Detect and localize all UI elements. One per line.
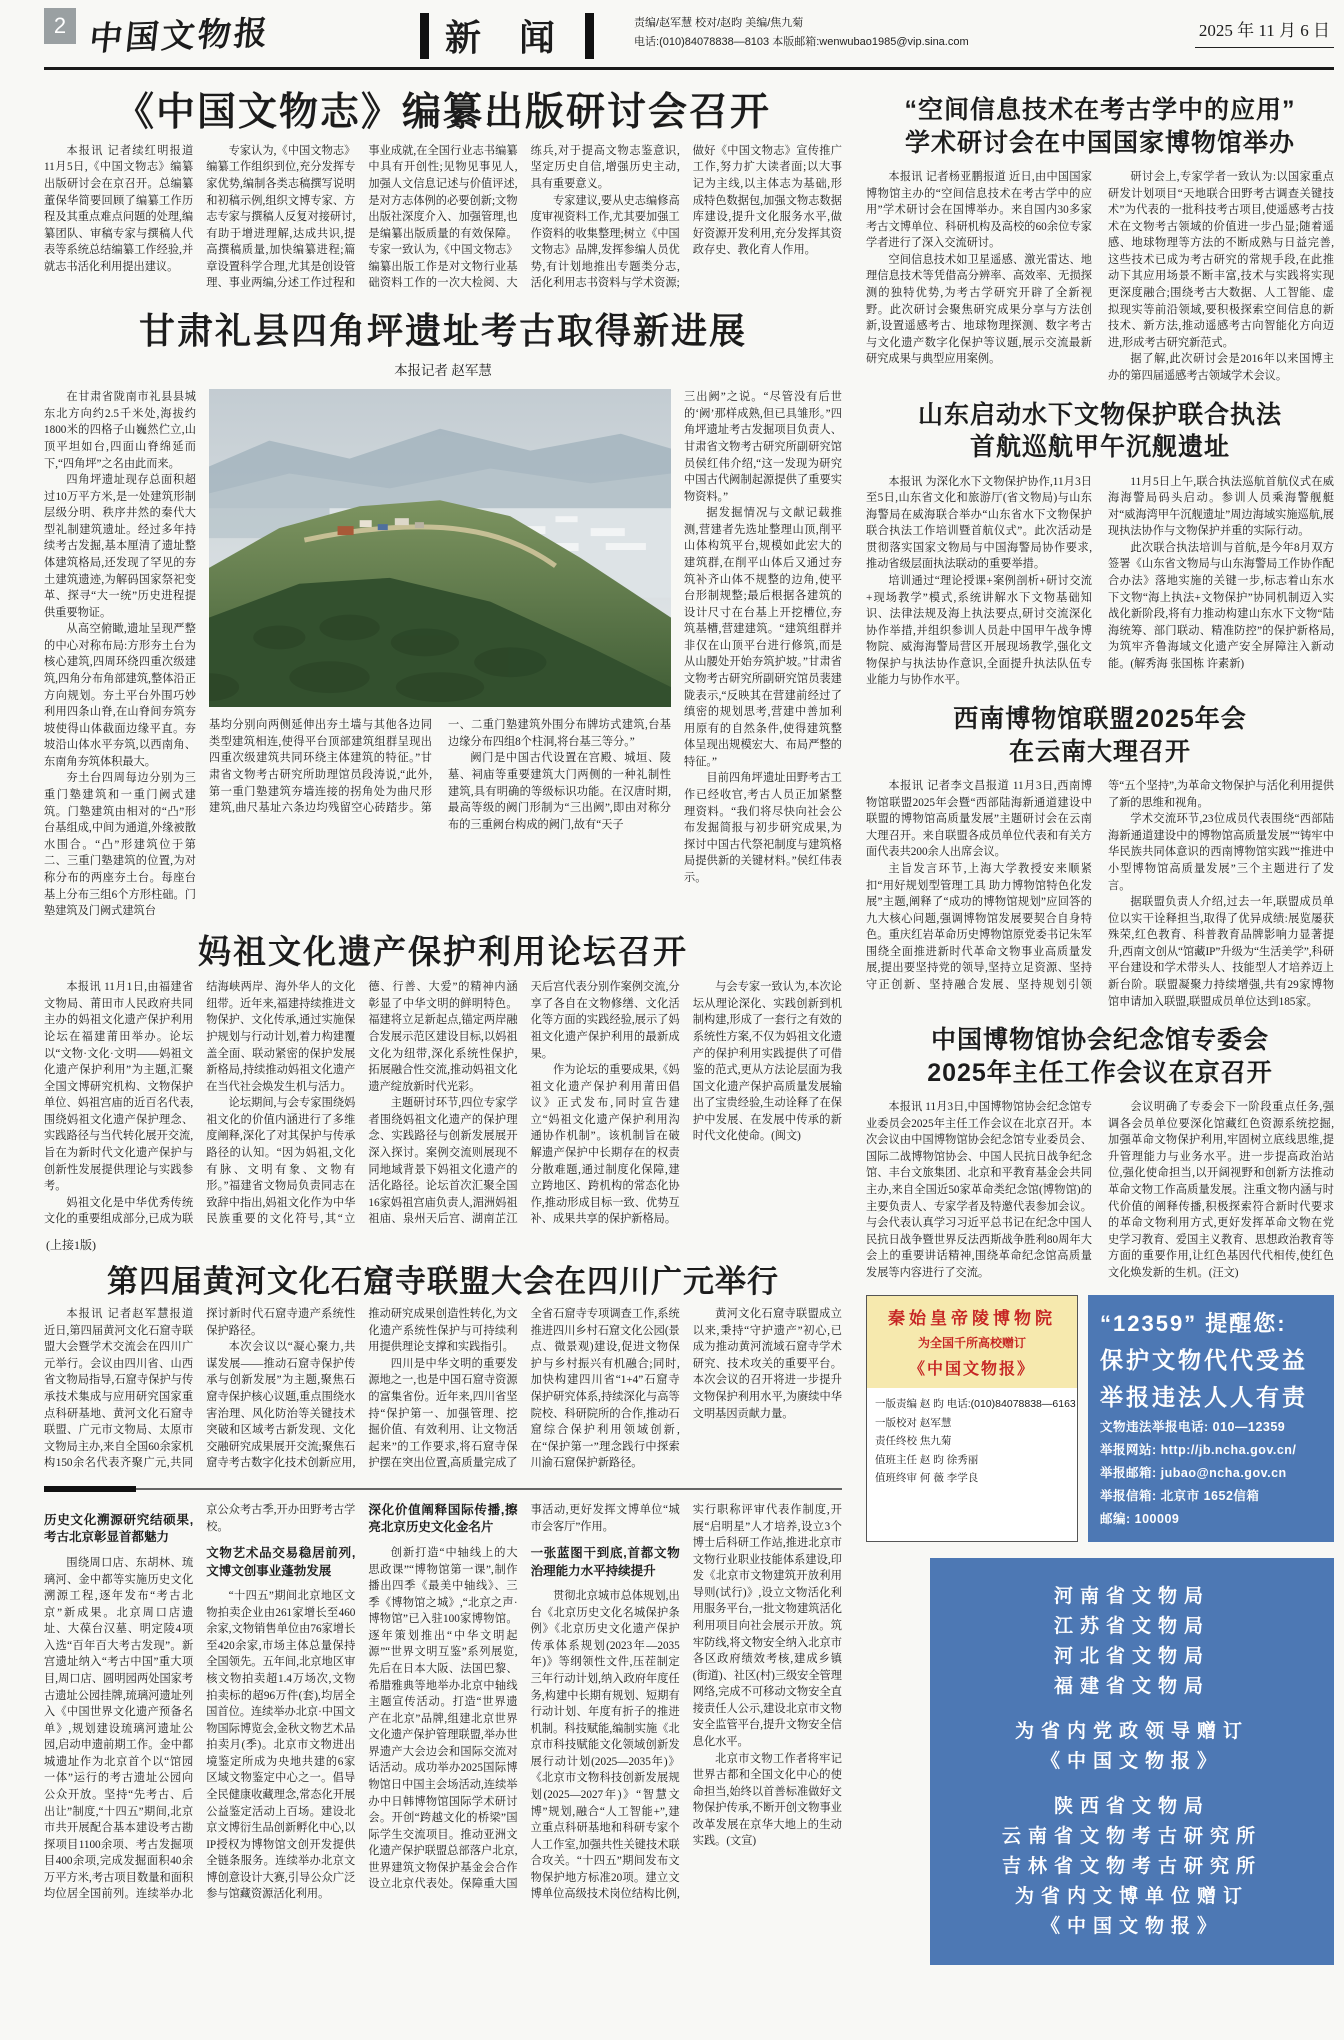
jinianguan-headline-line2: 2025年主任工作会议在京召开 bbox=[927, 1058, 1273, 1087]
article-xinan bbox=[866, 703, 1334, 1010]
section-bar-right bbox=[585, 13, 594, 59]
staff-list: 一版责编 赵 昀 电话:(010)84078838—6163 一版校对 赵军慧 责任终校 焦九菊 值班主任 赵 昀 徐秀丽 值班终审 何 薇 李学良 bbox=[875, 1398, 1076, 1484]
continuation-section bbox=[44, 1502, 842, 1903]
article-wenwuzhi-body: 本报讯 记者续红明报道 11月5日,《中国文物志》编纂出版研讨会在京召开。总编纂董保华简要回顾了编纂工作历程及其重点难点问题的处理,编纂团队、审稿专家与撰稿人代表等系统总结编纂工作经验,并就志书活化利用提出建议。 专家认为,《中国文物志》编纂工作组织到位,充分发挥专家优势,编制各类志稿撰写说明和初稿示例,组织文博专家、方志专家与撰稿人反复对接研讨,有助于增进理解,达成共识,提高撰稿质量,加快编纂进程;篇章设置科学合理,尤其是创设管理、事业两编,分述工作过程和事业成就,在全国行业志书编纂中具有开创性;见物见事见人,加强人文信息记述与价值评述,是对方志体例的必要创新;文物出版社深度介入、加强管理,也是编纂出版质量的有效保障。专家一致认为,《中国文物志》编纂出版工作是对文物行业基础资料工作的一次大检阅、大练兵,对于提高文物志鉴意识,坚定历史自信,增强历史主动,具有重要意义。 专家建议,要从史志编修高度审视资料工作,尤其要加强工作资料的收集整理;树立《中国文物志》品牌,发挥参编人员优势,有计划地推出专题类分志,活化利用志书资料与学术资源;做好《中国文物志》宣传推广工作,努力扩大读者面;以大事记为主线,以主体志为基础,形成特色数据包,加强文物志数据库建设,提升文化服务水平,做好资源开发利用,充分发挥其资政存史、教化育人作用。 bbox=[44, 144, 842, 290]
continued-from-page1-marker: (上接1版) bbox=[46, 1237, 96, 1252]
credits-editors: 责编/赵军慧 校对/赵昀 美编/焦九菊 bbox=[634, 17, 804, 29]
qin-ad-dedication: 为全国千所高校赠订 bbox=[917, 1336, 1026, 1351]
qinshihuang-subscription-ad bbox=[866, 1295, 1078, 1542]
aerial-photo-illustration bbox=[209, 389, 671, 707]
article-kongjian-body: 本报讯 记者杨亚鹏报道 近日,由中国国家博物馆主办的“空间信息技术在考古学中的应用”学术研讨会在国博举办。来自国内30多家考古文博单位、科研机构及高校的60余位专家学者进行了深入交流研讨。 空间信息技术如卫星遥感、激光雷达、地理信息技术等凭借高分辨率、高效率、无损探测的独特优势,为考古学研究开辟了全新视野。此次研讨会聚焦研究成果分享与方法创新,设置遥感考古、地球物理探测、数字考古与文化遗产数字化保护等议题,展示交流最新研究成果与典型应用案例。 研讨会上,专家学者一致认为:以国家重点研发计划项目“天地联合田野考古调查关键技术”为代表的一批科技考古项目,使遥感考古技术在文物考古领域的价值进一步凸显;随着遥感、地球物理等方法的不断成熟与日益完善,这些技术已成为考古研究的常规手段,在此推动下其应用场景不断丰富,技术与实践将实现更深度融合;围绕考古大数据、人工智能、虚拟现实等前沿领域,要积极探索空间信息的新技术、新方法,推动遥感考古向智能化方向迈进,形成考古研究新范式。 据了解,此次研讨会是2016年以来国博主办的第四届遥感考古领域学术会议。 bbox=[866, 171, 1334, 382]
article-jinianguan-body: 本报讯 11月3日,中国博物馆协会纪念馆专业委员会2025年主任工作会议在北京召开。本次会议由中国博物馆协会纪念馆专业委员会、国际二战博物馆协会、中国人民抗日战争纪念馆、丰台文旅集团、北京和平教育基金会共同主办,来自全国近50家革命类纪念馆(博物馆)的主要负责人、专家学者及特邀代表参加会议。与会代表认真学习习近平总书记在纪念中国人民抗日战争暨世界反法西斯战争胜利80周年大会上的重要讲话精神,围绕革命纪念馆高质量发展等内容进行了交流。 会议明确了专委会下一阶段重点任务,强调各会员单位要深化馆藏红色资源系统挖掘,加强革命文物保护利用,牢固树立底线思维,提升管理能力与业务水平。进一步提高政治站位,强化使命担当,以开阔视野和创新方法推动革命文物工作高质量发展。注重文物内涵与时代价值的阐释传播,积极探索符合新时代要求的革命文物利用方式,更好发挥革命文物在党史学习教育、爱国主义教育、思想政治教育等方面的重要作用,让红色基因代代相传,使红色文化焕发新的生机。(汪文) bbox=[866, 1101, 1334, 1279]
advertisement-row bbox=[866, 1295, 1334, 1542]
continuation-body: 历史文化溯源研究结硕果,考古北京彰显首都魅力 围绕周口店、东胡林、琉璃河、金中都等实施历史文化溯源工程,逐年发布“考古北京”新成果。北京周口店遗址、大葆台汉墓、明定陵4项入选“百年百大考古发现”。新宫遗址纳入“考古中国”重大项目,周口店、圆明园两处国家考古遗址公园挂牌,琉璃河遗址列入《中国世界文化遗产预备名单》,规划建设琉璃河遗址公园,启动申遗前期工作。金中都城遗址作为北京首个以“馆园一体”运行的考古遗址公园向公众开放。坚持“先考古、后出让”制度,“十四五”期间,北京市共开展配合基本建设考古勘探项目1100余项、考古发掘项目400余项,完成发掘面积40余万平方米,考古项目数量和面积均位居全国前列。连续举办北京公众考古季,开办田野考古学校。 文物艺术品交易稳居前列,文博文创事业蓬勃发展 “十四五”期间北京地区文物拍卖企业由261家增长至460余家,文物销售单位由76家增长至420余家,市场主体总量保持全国领先。五年间,北京地区审核文物拍卖超1.4万场次,文物拍卖标的超96万件(套),均居全国首位。连续举办北京·中国文物国际博览会,金秋文物艺术品拍卖月(季)。北京市文物进出境鉴定所成为央地共建的6家区域文物鉴定中心之一。倡导全民健康收藏理念,常态化开展公益鉴定活动上百场。建设北京文博衍生品创新孵化中心,以IP授权为博物馆文创开发提供全链条服务。连续举办北京文博创意设计大赛,引导公众广泛参与馆藏资源活化利用。 深化价值阐释国际传播,擦亮北京历史文化金名片 创新打造“中轴线上的大思政课”“博物馆第一课”,制作播出四季《最美中轴线》、三季《博物馆之城》,“北京之声·博物馆”已入驻100家博物馆。逐年策划推出“中华文明起源”“世界文明互鉴”系列展览,先后在日本大阪、法国巴黎、希腊雅典等地举办北京中轴线主题宣传活动。打造“世界遗产在北京”品牌,组建北京世界文化遗产保护管理联盟,举办世界遗产大会边会和国际交流对话活动。成功举办2025国际博物馆日中国主会场活动,连续举办中日韩博物馆国际学术研讨会。开创“跨越文化的桥梁”国际学生交流项目。推动亚洲文化遗产保护联盟总部落户北京,世界建筑文物保护基金会合作设立北京代表处。保障重大国事活动,更好发挥文博单位“城市会客厅”作用。 一张蓝图干到底,首都文物治理能力水平持续提升 贯彻北京城市总体规划,出台《北京历史文化名城保护条例》《北京历史文化遗产保护传承体系规划(2023年—2035年)》等纲领性文件,压茬制定三年行动计划,纳入政府年度任务,构建中长期有规划、短期有行动计划、年度有折子的推进机制。科技赋能,编制实施《北京市科技赋能文化领域创新发展行动计划(2025—2035年)》《北京市文物科技创新发展规划(2025—2027年)》“智慧文博”规划,融合“人工智能+”,建立重点科研基地和科研专家个人工作室,加强共性关键技术联合攻关。“十四五”期间发布文物保护地方标准20项。建立文博单位高级技术岗位结构比例,实行职称评审代表作制度,开展“启明星”人才培养,设立3个博士后科研工作站,推进北京市文物行业职业技能体系建设,印发《北京市文物建筑开放利用导则(试行)》,设立文物活化利用服务平台,一批文物建筑活化利用项目向社会展示开放。筑牢防线,将文物安全纳入北京市各区政府绩效考核,建成乡镇(街道)、社区(村)三级安全管理网络,完成不可移动文物安全直接责任人公示,建设北京市文物安全监管平台,提升文物安全信息化水平。 北京市文物工作者将牢记世界古都和全国文化中心的使命担当,始终以首善标准做好文物保护传承,不断开创文物事业改革发展在京华大地上的生动实践。(文宣) bbox=[44, 1502, 842, 1901]
credits-contact: 电话:(010)84078838—8103 本版邮箱:wenwubao1985@vip.sina.com bbox=[634, 35, 969, 48]
shandong-headline-line1: 山东启动水下文物保护联合执法 bbox=[917, 400, 1282, 429]
article-wenwuzhi-headline: 《中国文物志》编纂出版研讨会召开 bbox=[114, 91, 771, 134]
divider-thin-rule bbox=[136, 1488, 842, 1490]
article-xinan-body: 本报讯 记者李文昌报道 11月3日,西南博物馆联盟2025年会暨“西部陆海新通道建设中联盟的博物馆高质量发展”主题研讨会在云南大理召开。来自联盟各成员单位代表和有关方面代表共200余人出席会议。 主旨发言环节,上海大学教授安来顺紧扣“用好规划型管理工具 助力博物馆特色化发展”主题,阐释了“成功的博物馆规划”应回答的九大核心问题,强调博物馆发展要契合自身特色。重庆红岩革命历史博物馆原党委书记朱军围绕全面推进新时代革命文物事业高质量发展,提出要坚持党的领导,坚持立足资源、坚持守正创新、坚持融合发展、坚持规划引领等“五个坚持”,为革命文物保护与活化利用提供了新的思维和视角。 学术交流环节,23位成员代表围绕“西部陆海新通道建设中的博物馆高质量发展”“铸牢中华民族共同体意识的西南博物馆实践”“推进中小型博物馆高质量发展”三个主题进行了发言。 据联盟负责人介绍,过去一年,联盟成员单位以实干诠释担当,取得了优异成绩:展览屡获殊荣,红色教育、科普教育品牌影响力显著提升,西南文创从“馆藏IP”升级为“生活美学”,科研平台建设和学术带头人、技能型人才培养迈上新台阶。联盟凝聚力持续增强,共有29家博物馆申请加入联盟,联盟成员单位达到185家。 bbox=[866, 780, 1334, 1008]
jinianguan-headline-line1: 中国博物馆协会纪念馆专委会 bbox=[930, 1026, 1269, 1055]
xinan-headline-line2: 在云南大理召开 bbox=[1008, 737, 1191, 766]
aerial-site-photo bbox=[209, 389, 671, 707]
report-hotline-notice bbox=[1088, 1295, 1334, 1542]
article-huanghe bbox=[44, 1263, 842, 1472]
article-shandong bbox=[866, 399, 1334, 690]
article-mazu bbox=[44, 934, 842, 1228]
article-mazu-body: 本报讯 11月1日,由福建省文物局、莆田市人民政府共同主办的妈祖文化遗产保护利用论坛在福建莆田举办。论坛以“文物·文化·文明——妈祖文化遗产保护利用”为主题,汇聚全国文博研究机构、文物保护单位、妈祖宫庙的近百名代表,围绕妈祖文化遗产保护理念、实践路径与当代转化展开交流,旨在为新时代文化遗产保护与创新性发展提供理论与实践参考。 妈祖文化是中华优秀传统文化的重要组成部分,已成为联结海峡两岸、海外华人的文化纽带。近年来,福建持续推进文物保护、文化传承,通过实施保护规划与行动计划,着力构建覆盖全面、联动紧密的保护发展新格局,持续推动妈祖文化遗产在当代社会焕发生机与活力。 论坛期间,与会专家围绕妈祖文化的价值内涵进行了多维度阐释,深化了对其保护与传承路径的认知。“因为妈祖,文化有脉、文明有象、文物有形。”福建省文物局负责同志在致辞中指出,妈祖文化作为中华民族重要的文化符号,其“立德、行善、大爱”的精神内涵彰显了中华文明的鲜明特色。福建将立足新起点,锚定两岸融合发展示范区建设目标,以妈祖文化为纽带,深化系统性保护,拓展融合性交流,推动妈祖文化遗产绽放新时代光彩。 主题研讨环节,四位专家学者围绕妈祖文化遗产的保护理念、实践路径与创新发展展开深入探讨。案例交流则展现不同地域背景下妈祖文化遗产的活化路径。论坛首次汇聚全国16家妈祖宫庙负责人,湄洲妈祖祖庙、泉州天后宫、湖南芷江天后宫代表分别作案例交流,分享了各自在文物修缮、文化活化等方面的实践经验,展示了妈祖文化遗产保护利用的最新成果。 作为论坛的重要成果,《妈祖文化遗产保护利用莆田倡议》正式发布,同时宣告建立“妈祖文化遗产保护利用沟通协作机制”。该机制旨在破解遗产保护中长期存在的权责分散难题,通过制度化保障,建立跨地区、跨机构的常态化协作,推动形成目标一致、优势互补、成果共享的保护新格局。 与会专家一致认为,本次论坛从理论深化、实践创新到机制构建,形成了一套行之有效的系统性方案,不仅为妈祖文化遗产的保护利用实践提供了可借鉴的范式,更从方法论层面为我国文化遗产保护高质量发展输出了宝贵经验,生动诠释了在保护中发展、在发展中传承的新时代文化使命。(闽文) bbox=[44, 981, 842, 1226]
article-mazu-headline: 妈祖文化遗产保护利用论坛召开 bbox=[198, 934, 688, 971]
article-shandong-body: 本报讯 为深化水下文物保护协作,11月3日至5日,山东省文化和旅游厅(省文物局)与山东海警局在威海联合举办“山东省水下文物保护联合执法工作培训暨首航仪式”。此次活动是贯彻落实国家文物局与中国海警局协作要求,推动省级层面执法联动的重要举措。 培训通过“理论授课+案例剖析+研讨交流+现场教学”模式,系统讲解水下文物基础知识、法律法规及海上执法要点,研讨交流深化协作举措,并组织参训人员赴中国甲午战争博物院、威海海警局营区开展现场教学,强化文物保护与执法协作意识,全面提升执法队伍专业能力与协作水平。 11月5日上午,联合执法巡航首航仪式在威海海警局码头启动。参训人员乘海警舰艇对“威海湾甲午沉舰遗址”周边海域实施巡航,展现执法协作与文物保护并重的实际行动。 此次联合执法培训与首航,是今年8月双方签署《山东省文物局与山东海警局工作协作配合办法》落地实施的关键一步,标志着山东水下文物“海上执法+文物保护”协同机制迈入实战化新阶段,将有力推动构建山东水下文物“陆海统筹、部门联动、精准防控”的保护新格局,为筑牢齐鲁海域文化遗产安全屏障注入新动能。(解秀海 张国栋 许素新) bbox=[866, 475, 1334, 687]
page-body bbox=[44, 80, 1334, 1965]
kongjian-headline-line1: “空间信息技术在考古学中的应用” bbox=[904, 96, 1296, 124]
shandong-headline-line2: 首航巡航甲午沉舰遗址 bbox=[969, 433, 1230, 462]
hotline-slogan2: 举报违法人人有责 bbox=[1100, 1384, 1308, 1411]
qin-ad-institution: 秦始皇帝陵博物院 bbox=[888, 1309, 1056, 1329]
article-jinianguan bbox=[866, 1024, 1334, 1281]
article-sijiaoping bbox=[44, 310, 842, 920]
right-zone bbox=[866, 80, 1334, 1965]
article-jinianguan-headline bbox=[866, 1024, 1334, 1089]
sijiaoping-right-column: 三出阙”之说。“尽管没有后世的‘阙’那样成熟,但已具雏形。”四角坪遗址考古发掘项目负责人、甘肃省文物考古研究所副研究馆员侯红伟介绍,“这一发现为研究中国古代阙制起源提供了重要实物资料。” 据发掘情况与文献记载推测,营建者先选址整理山顶,削平山体构筑平台,规模如此宏大的建筑群,在削平山体后又通过夯筑补齐山体不规整的边角,使平台形制规整;最后根据各建筑的设计尺寸在台基上开挖槽位,夯筑基槽,营建建筑。“建筑组群并非仅在山顶平台进行修筑,而是从山腰处开始夯筑护坡。”甘肃省文物考古研究所副研究馆员裴建陇表示,“反映其在营建前经过了缜密的规划思考,营建中善加利用原有的自然条件,使得建筑整体呈现出规模宏大、布局严整的特征。” 目前四角坪遗址田野考古工作已经收官,考古人员正加紧整理资料。“我们将尽快向社会公布发掘简报与初步研究成果,为探讨中国古代祭祀制度与建筑格局提供新的关键材料。”侯红伟表示。 bbox=[684, 391, 842, 884]
left-zone bbox=[44, 80, 842, 1965]
provincial-bureaus-subscription-ad: 河南省文物局 江苏省文物局 河北省文物局 福建省文物局 为省内党政领导赠订 《中国文物报》 陕西省文物局 云南省文物考古研究所 吉林省文物考古研究所 为省内文博单位赠订 《中国文物报》 bbox=[930, 1558, 1334, 1965]
sijiaoping-below-photo: 基均分别向两侧延伸出夯土墙与其他各边同类型建筑相连,使得平台顶部建筑组群呈现出四重次级建筑共同环绕主体建筑的特征。”甘肃省文物考古研究所助理馆员段涛说,“此外,第一重门塾建筑夯墙连接的拐角处为曲尺形建筑,曲尺基址六条边均残留空心砖踏步。第一、二重门塾建筑外围分布牌坊式建筑,台基边缘分布四组8个柱洞,将台基三等分。” 阙门是中国古代设置在宫殿、城垣、陵墓、祠庙等重要建筑大门两侧的一种礼制性建筑,具有明确的等级标识功能。在汉唐时期,最高等级的阙门形制为“三出阙”,即由对称分布的三重阙台构成的阙门,故有“天子 bbox=[209, 719, 671, 831]
article-kongjian bbox=[866, 94, 1334, 385]
divider-thick-bar bbox=[44, 1486, 136, 1492]
section-title: 新 闻 bbox=[445, 17, 570, 58]
article-huanghe-headline: 第四届黄河文化石窟寺联盟大会在四川广元举行 bbox=[107, 1263, 779, 1299]
kongjian-headline-line2: 学术研讨会在中国国家博物馆举办 bbox=[904, 128, 1295, 157]
masthead-title: 中国文物报 bbox=[87, 15, 272, 59]
section-banner bbox=[420, 10, 594, 61]
sijiaoping-left-column: 在甘肃省陇南市礼县县城东北方向约2.5千米处,海拔约1800米的四格子山巍然伫立,山顶平坦如台,四面山脊绵延而下,“四角坪”之名由此而来。 四角坪遗址现存总面积超过10万平方米,是一处建筑形制层级分明、秩序井然的秦代大型礼制建筑遗址。经过多年持续考古发掘,基本厘清了遗址整体建筑格局,还发现了罕见的夯土建筑遗迹,为解码国家祭祀变革、探寻“大一统”历史进程提供重要物证。 从高空俯瞰,遗址呈现严整的中心对称布局:方形夯土台为核心建筑,四周环绕四重次级建筑,四角分布角部建筑,整体沿正方向规划。夯土平台外围巧妙利用四条山脊,在山脊间夯筑夯坡使得山体截面边缘平直。夯坡沿山体水平夯筑,以西南角、东南角夯筑体积最大。 夯土台四周每边分别为三重门塾建筑和一重门阙式建筑。门塾建筑由相对的“凸”形台基组成,中间为通道,外缘被散水围合。“凸”形建筑位于第二、三重门塾建筑的位置,为对称分布的两座夯土台。每座台基上分布三组6个方形柱础。门塾建筑及门阙式建筑台 bbox=[44, 391, 196, 918]
article-huanghe-body: 本报讯 记者赵军慧报道 近日,第四届黄河文化石窟寺联盟大会暨学术交流会在四川广元举行。会议由四川省、山西省文物局指导,石窟寺保护与传承技术集成与应用研究国家重点科研基地、黄河文化石窟寺联盟、广元市文物局、太原市文物局主办,来自全国60余家机构150余名代表齐聚广元,共同探讨新时代石窟寺遗产系统性保护路径。 本次会议以“凝心聚力,共谋发展——推动石窟寺保护传承与创新发展”为主题,聚焦石窟寺保护核心议题,重点围绕水害治理、风化防治等关键技术突破和区域考古新发现、文化交融研究成果展开交流;聚焦石窟寺考古数字化技术创新应用,推动研究成果创造性转化,为文化遗产系统性保护与可持续利用提供理论支撑和实践指引。 四川是中华文明的重要发源地之一,也是中国石窟寺资源的富集省份。近年来,四川省坚持“保护第一、加强管理、挖掘价值、有效利用、让文物活起来”的工作要求,将石窟寺保护摆在突出位置,高质量完成了全省石窟寺专项调查工作,系统推进四川乡村石窟文化公园(景点、微景观)建设,促进文物保护与乡村振兴有机融合;同时,加快构建四川省“1+4”石窟寺保护研究体系,持续深化与高等院校、科研院所的合作,推动石窟综合保护利用领域创新,在“保护第一”理念践行中探索川渝石窟保护新路径。 黄河文化石窟寺联盟成立以来,秉持“守护遗产”初心,已成为推动黄河流域石窟寺学术研究、技术攻关的重要平台。本次会议的召开将进一步提升文物保护利用水平,为赓续中华文明基因贡献力量。 bbox=[44, 1308, 842, 1470]
section-divider bbox=[44, 1486, 842, 1492]
hotline-slogan1: 保护文物代代受益 bbox=[1100, 1347, 1308, 1374]
article-shandong-headline bbox=[866, 399, 1334, 464]
section-bar-left bbox=[420, 13, 429, 59]
article-xinan-headline bbox=[866, 703, 1334, 768]
article-kongjian-headline bbox=[866, 94, 1334, 159]
article-sijiaoping-layout bbox=[44, 389, 842, 920]
hotline-title: “12359” 提醒您: bbox=[1100, 1311, 1287, 1337]
xinan-headline-line1: 西南博物馆联盟2025年会 bbox=[953, 705, 1247, 734]
qin-ad-paper-title: 《中国文物报》 bbox=[908, 1361, 1035, 1379]
article-sijiaoping-headline: 甘肃礼县四角坪遗址考古取得新进展 bbox=[138, 311, 747, 351]
page-header bbox=[44, 8, 1334, 70]
editor-credits bbox=[634, 14, 969, 51]
sijiaoping-middle bbox=[209, 389, 671, 920]
issue-date: 2025 年 11 月 6 日 bbox=[1195, 8, 1334, 48]
article-sijiaoping-byline: 本报记者 赵军慧 bbox=[394, 363, 492, 379]
qin-ad-header bbox=[867, 1296, 1077, 1388]
hotline-details: 文物违法举报电话: 010—12359 举报网站: http://jb.ncha.gov.cn/ 举报邮箱: jubao@ncha.gov.cn 举报信箱: 北京市 1652信箱 邮编: 100009 bbox=[1100, 1420, 1297, 1527]
article-wenwuzhi bbox=[44, 90, 842, 292]
page-number: 2 bbox=[44, 8, 76, 44]
